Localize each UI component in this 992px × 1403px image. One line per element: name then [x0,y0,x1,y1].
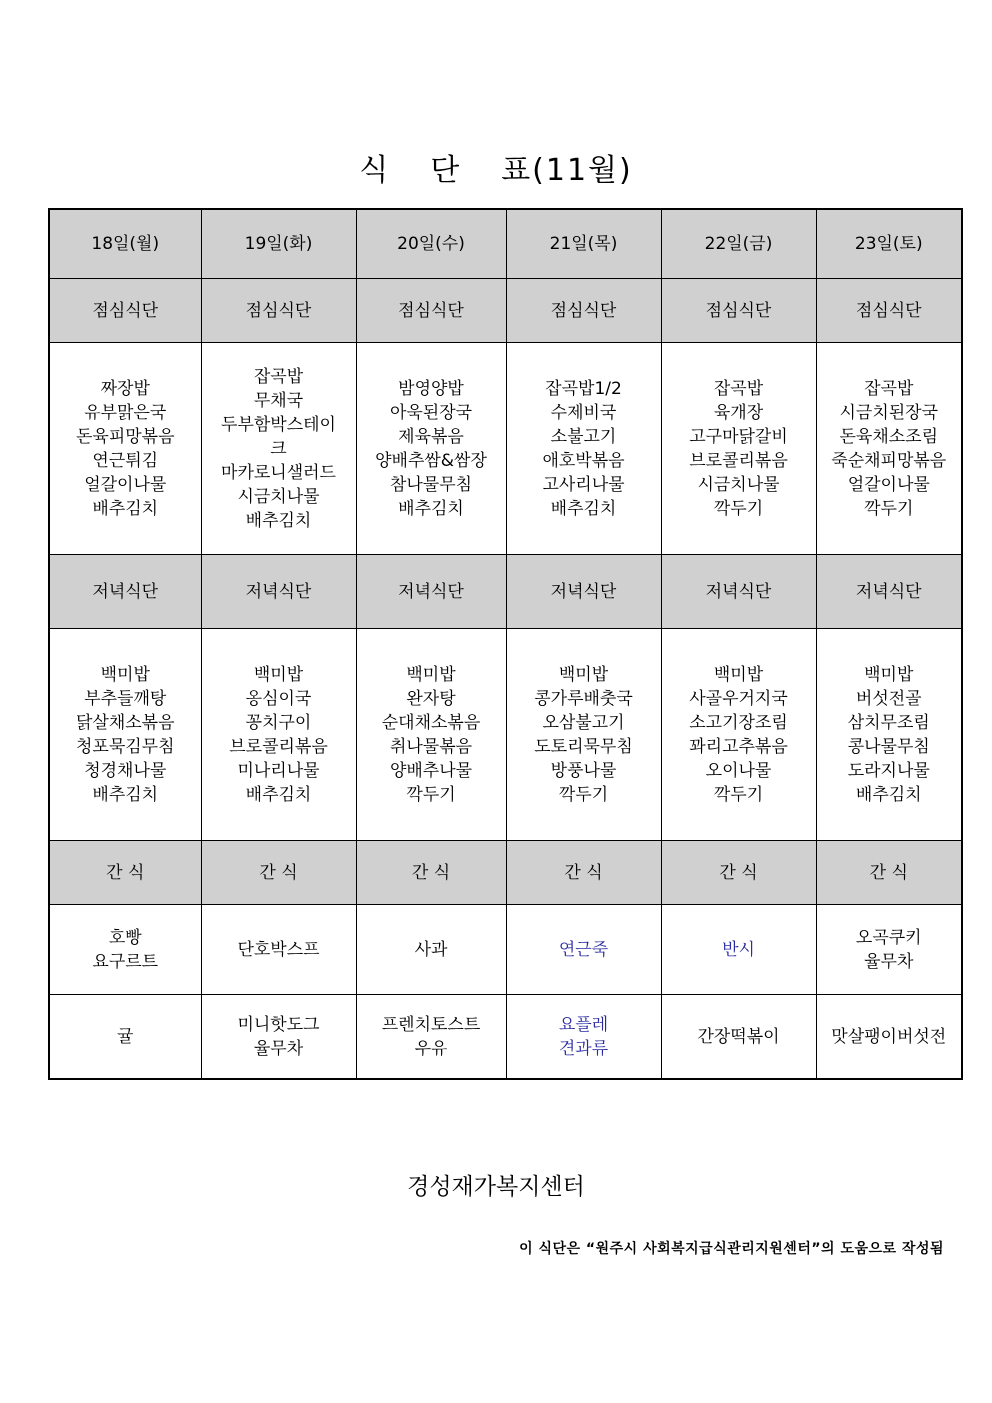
lunch-cell [49,343,201,555]
menu-item: 단호박스프 [237,939,320,960]
lunch-label: 점심식단 [49,279,201,343]
dinner-cell [816,629,962,841]
menu-item: 견과류 [558,1038,609,1059]
lunch-label: 점심식단 [356,279,506,343]
snack-row-1 [49,905,962,995]
snack-label: 간 식 [506,841,661,905]
lunch-label: 점심식단 [816,279,962,343]
menu-item: 사과 [414,939,448,960]
menu-item: 애호박볶음 [542,450,625,471]
lunch-label: 점심식단 [201,279,356,343]
dinner-label: 저녁식단 [506,555,661,629]
page-title [0,145,992,189]
snack-cell [816,905,962,995]
menu-item: 배추김치 [245,510,312,531]
day-header: 23일(토) [816,209,962,279]
day-header-row [49,209,962,279]
snack-cell [356,905,506,995]
lunch-cell [661,343,816,555]
menu-item: 시금치나물 [697,474,780,495]
menu-item: 얼갈이나물 [847,474,930,495]
snack-cell [201,905,356,995]
menu-item: 콩가루배춧국 [534,688,633,709]
menu-item: 방풍나물 [550,760,617,781]
snack-cell [49,905,201,995]
snack-cell [661,905,816,995]
menu-item: 짜장밥 [100,378,150,399]
lunch-label-row [49,279,962,343]
menu-item: 백미밥 [406,664,456,685]
dinner-label: 저녁식단 [201,555,356,629]
day-header: 18일(월) [49,209,201,279]
menu-item: 부추들깨탕 [84,688,167,709]
menu-item: 버섯전골 [855,688,922,709]
snack-label: 간 식 [661,841,816,905]
menu-item: 도라지나물 [847,760,930,781]
menu-item: 삼치무조림 [847,712,930,733]
menu-item: 소불고기 [550,426,617,447]
menu-item: 프렌치토스트 [381,1014,481,1035]
menu-item: 깍두기 [713,784,764,805]
menu-item: 꽈리고추볶음 [689,736,788,757]
menu-item: 백미밥 [713,664,764,685]
dinner-label-row [49,555,962,629]
menu-item: 배추김치 [92,498,159,519]
menu-item: 취나물볶음 [389,736,473,757]
menu-item: 꽁치구이 [245,712,312,733]
menu-item: 깍두기 [713,498,764,519]
menu-item: 깍두기 [558,784,609,805]
lunch-cell [506,343,661,555]
dinner-label: 저녁식단 [356,555,506,629]
menu-item: 청포묵김무침 [75,736,175,757]
menu-item: 율무차 [253,1038,304,1059]
menu-item: 요플레 [558,1014,609,1035]
dinner-cell [506,629,661,841]
menu-item: 브로콜리볶음 [689,450,788,471]
menu-item: 미나리나물 [237,760,320,781]
day-header: 19일(화) [201,209,356,279]
menu-item: 양배추쌈&쌈장 [375,450,487,471]
menu-item: 소고기장조림 [689,712,788,733]
menu-item: 고구마닭갈비 [689,426,788,447]
menu-item: 완자탕 [406,688,456,709]
menu-item: 간장떡볶이 [697,1026,780,1047]
menu-item: 얼갈이나물 [84,474,167,495]
menu-item: 깍두기 [406,784,456,805]
menu-item: 배추김치 [855,784,922,805]
menu-item: 제육볶음 [398,426,464,447]
lunch-cell [816,343,962,555]
day-header: 20일(수) [356,209,506,279]
menu-item: 배추김치 [550,498,617,519]
menu-item: 무채국 [253,390,304,411]
menu-item: 우유 [414,1038,448,1059]
dinner-label: 저녁식단 [661,555,816,629]
menu-item: 오곡쿠키 [855,927,922,948]
snack-cell [201,995,356,1080]
title-part-3: 표(11월) [501,153,633,188]
lunch-label: 점심식단 [506,279,661,343]
title-part-2: 단 [430,153,462,188]
menu-item: 밤영양밥 [398,378,464,399]
menu-item: 수제비국 [550,402,617,423]
snack-cell [506,905,661,995]
menu-item: 배추김치 [92,784,159,805]
snack-label-row [49,841,962,905]
lunch-cell [356,343,506,555]
snack-label: 간 식 [356,841,506,905]
lunch-cell [201,343,356,555]
menu-item: 맛살팽이버섯전 [831,1026,947,1047]
organization-name: 경성재가복지센터 [407,1174,585,1200]
menu-item: 크 [270,438,287,459]
menu-item: 육개장 [713,402,764,423]
menu-item: 백미밥 [558,664,609,685]
menu-item: 고사리나물 [542,474,625,495]
snack-cell [356,995,506,1080]
menu-item: 깍두기 [864,498,914,519]
menu-item: 오이나물 [705,760,772,781]
menu-item: 백미밥 [253,664,304,685]
menu-item: 도토리묵무침 [534,736,633,757]
menu-item: 참나물무침 [389,474,473,495]
menu-item: 반시 [722,939,755,960]
menu-item: 옹심이국 [245,688,312,709]
dinner-label: 저녁식단 [816,555,962,629]
menu-item: 돈육피망볶음 [75,426,175,447]
menu-item: 브로콜리볶음 [229,736,328,757]
menu-item: 시금치된장국 [839,402,939,423]
title-part-1: 식 [359,153,391,188]
menu-item: 백미밥 [100,664,150,685]
menu-item: 잡곡밥 [253,366,304,387]
menu-item: 배추김치 [245,784,312,805]
day-header: 21일(목) [506,209,661,279]
snack-cell [816,995,962,1080]
menu-item: 잡곡밥1/2 [545,378,622,399]
menu-item: 닭살채소볶음 [75,712,175,733]
menu-item: 호빵 [108,927,142,948]
dinner-cell [49,629,201,841]
menu-item: 배추김치 [398,498,464,519]
meal-table [48,208,963,1080]
snack-label: 간 식 [201,841,356,905]
menu-item: 백미밥 [864,664,914,685]
dinner-row [49,629,962,841]
lunch-label: 점심식단 [661,279,816,343]
menu-item: 요구르트 [92,951,159,972]
menu-item: 양배추나물 [389,760,473,781]
menu-item: 청경채나물 [84,760,167,781]
menu-item: 잡곡밥 [864,378,914,399]
menu-item: 오삼불고기 [542,712,625,733]
snack-label: 간 식 [49,841,201,905]
snack-row-2 [49,995,962,1080]
menu-item: 율무차 [864,951,914,972]
footnote: 이 식단은 “원주시 사회복지급식관리지원센터”의 도움으로 작성됨 [519,1241,944,1257]
menu-item: 아욱된장국 [389,402,473,423]
snack-cell [506,995,661,1080]
menu-item: 돈육채소조림 [839,426,939,447]
menu-item: 연근죽 [558,939,609,960]
dinner-label: 저녁식단 [49,555,201,629]
snack-cell [49,995,201,1080]
lunch-row [49,343,962,555]
menu-item: 연근튀김 [92,450,159,471]
dinner-cell [201,629,356,841]
menu-item: 미니핫도그 [237,1014,320,1035]
menu-item: 마카로니샐러드 [221,462,336,483]
menu-item: 콩나물무침 [847,736,930,757]
menu-item: 사골우거지국 [689,688,788,709]
dinner-cell [661,629,816,841]
menu-item: 귤 [117,1026,134,1047]
menu-item: 죽순채피망볶음 [831,450,947,471]
menu-item: 시금치나물 [237,486,320,507]
menu-item: 잡곡밥 [713,378,764,399]
menu-item: 순대채소볶음 [381,712,481,733]
snack-cell [661,995,816,1080]
dinner-cell [356,629,506,841]
day-header: 22일(금) [661,209,816,279]
menu-item: 두부함박스테이 [221,414,336,435]
snack-label: 간 식 [816,841,962,905]
menu-item: 유부맑은국 [84,402,167,423]
